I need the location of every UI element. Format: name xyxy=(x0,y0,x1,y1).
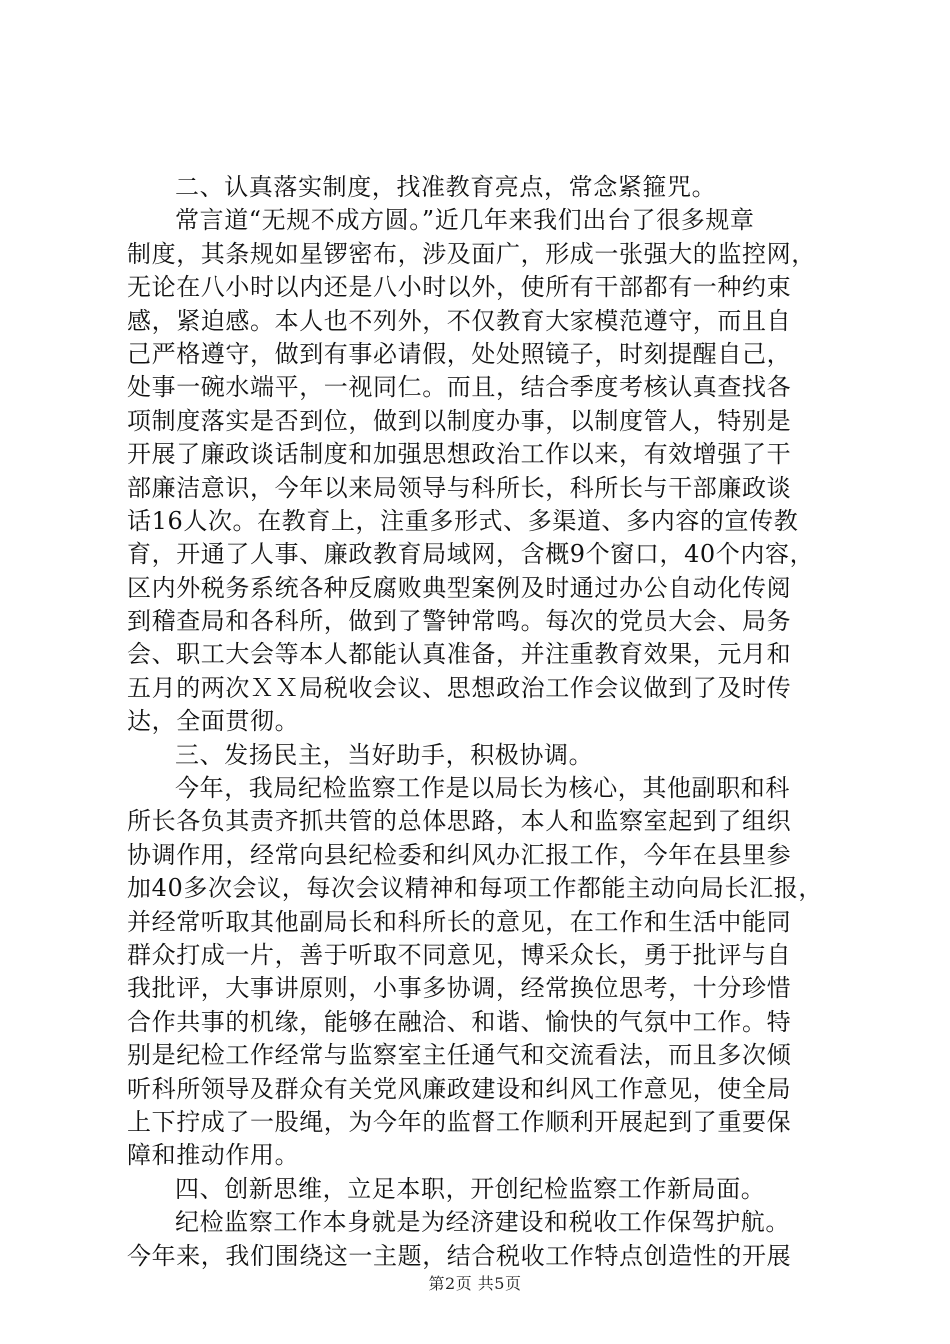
text-line: 别是纪检工作经常与监察室主任通气和交流看法，而且多次倾 xyxy=(127,1041,792,1070)
text-line: 达，全面贯彻。 xyxy=(127,707,300,736)
text-line: 项制度落实是否到位，做到以制度办事，以制度管人，特别是 xyxy=(127,406,792,435)
text-line: 协调作用，经常向县纪检委和纠风办汇报工作，今年在县里参 xyxy=(127,840,792,869)
text-line: 上下拧成了一股绳，为今年的监督工作顺利开展起到了重要保 xyxy=(127,1107,792,1136)
text-line: 无论在八小时以内还是八小时以外，使所有干部都有一种约束 xyxy=(127,273,792,302)
text-line: 话16人次。在教育上，注重多形式、多渠道、多内容的宣传教 xyxy=(127,506,799,535)
text-line: 部廉洁意识，今年以来局领导与科所长，科所长与干部廉政谈 xyxy=(127,473,792,502)
text-line: 到稽查局和各科所，做到了警钟常鸣。每次的党员大会、局务 xyxy=(127,607,792,636)
text-line: 并经常听取其他副局长和科所长的意见，在工作和生活中能同 xyxy=(127,907,792,936)
document-body xyxy=(127,171,827,1273)
text-line: 三、发扬民主，当好助手，积极协调。 xyxy=(175,740,594,769)
text-line: 群众打成一片，善于听取不同意见，博采众长，勇于批评与自 xyxy=(127,940,792,969)
text-line: 会、职工大会等本人都能认真准备，并注重教育效果，元月和 xyxy=(127,640,792,669)
text-line: 二、认真落实制度，找准教育亮点，常念紧箍咒。 xyxy=(175,173,717,201)
text-line: 区内外税务系统各种反腐败典型案例及时通过办公自动化传阅 xyxy=(127,573,792,602)
text-line: 四、创新思维，立足本职，开创纪检监察工作新局面。 xyxy=(175,1174,766,1203)
text-line: 所长各负其责齐抓共管的总体思路，本人和监察室起到了组织 xyxy=(127,807,792,836)
text-line: 听科所领导及群众有关党风廉政建设和纠风工作意见，使全局 xyxy=(127,1074,792,1103)
page-footer: 第2页 共5页 xyxy=(428,1274,522,1293)
text-line: 今年，我局纪检监察工作是以局长为核心，其他副职和科 xyxy=(175,774,790,803)
text-line: 我批评，大事讲原则，小事多协调，经常换位思考，十分珍惜 xyxy=(127,974,792,1003)
text-line: 合作共事的机缘，能够在融洽、和谐、愉快的气氛中工作。特 xyxy=(127,1007,792,1036)
text-line: 今年来，我们围绕这一主题，结合税收工作特点创造性的开展 xyxy=(127,1241,792,1270)
text-line: 感，紧迫感。本人也不列外，不仅教育大家模范遵守，而且自 xyxy=(127,306,792,335)
text-line: 处事一碗水端平，一视同仁。而且，结合季度考核认真查找各 xyxy=(127,373,792,402)
text-line: 制度，其条规如星锣密布，涉及面广，形成一张强大的监控网， xyxy=(127,239,816,268)
text-line: 加40多次会议，每次会议精神和每项工作都能主动向局长汇报， xyxy=(127,874,823,903)
text-line: 障和推动作用。 xyxy=(127,1141,300,1170)
text-line: 纪检监察工作本身就是为经济建设和税收工作保驾护航。 xyxy=(175,1208,790,1237)
text-line: 育，开通了人事、廉政教育局域网，含概9个窗口，40个内容， xyxy=(127,540,815,569)
text-line: 己严格遵守，做到有事必请假，处处照镜子，时刻提醒自己， xyxy=(127,339,792,368)
text-line: 开展了廉政谈话制度和加强思想政治工作以来，有效增强了干 xyxy=(127,440,792,469)
text-line: 五月的两次ＸＸ局税收会议、思想政治工作会议做到了及时传 xyxy=(127,673,792,702)
text-line: 常言道“无规不成方圆。”近几年来我们出台了很多规章 xyxy=(175,206,755,235)
